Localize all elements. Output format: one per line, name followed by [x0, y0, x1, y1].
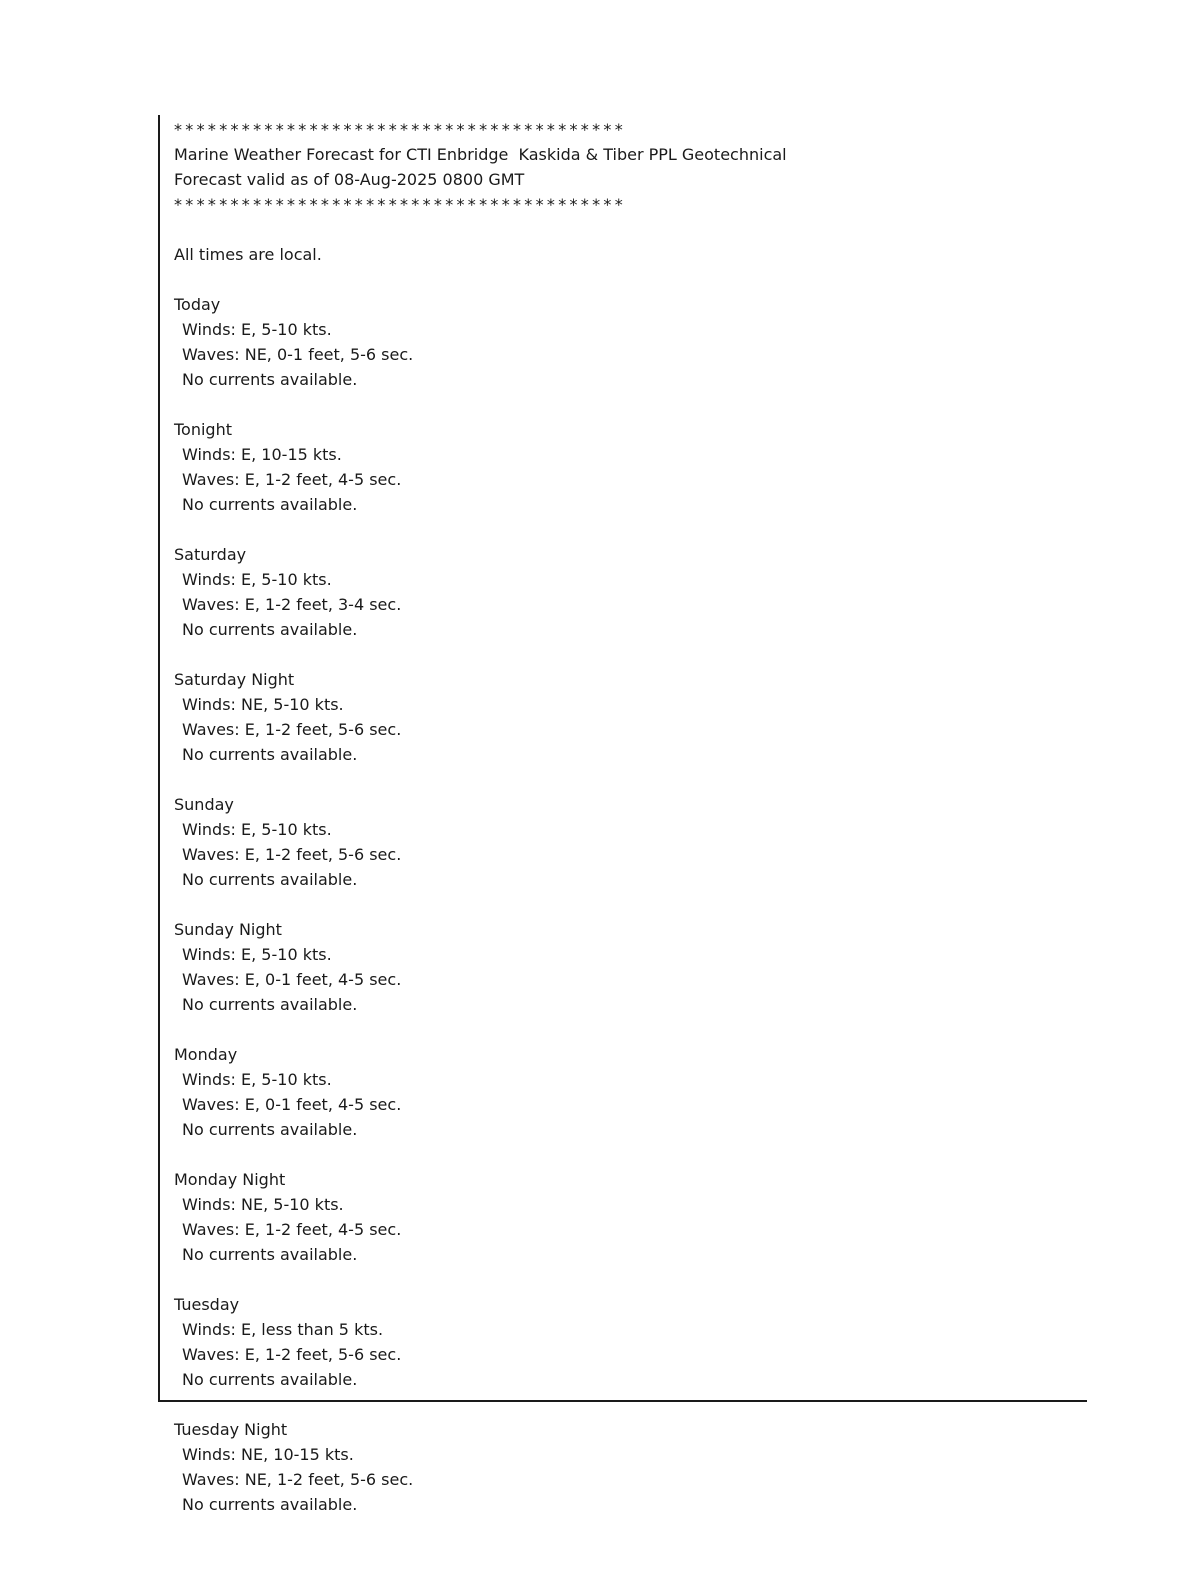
- winds-line: Winds: E, 5-10 kts.: [182, 320, 332, 339]
- winds-line: Winds: E, 5-10 kts.: [182, 820, 332, 839]
- currents-line: No currents available.: [182, 1120, 358, 1139]
- valid-line: Forecast valid as of 08-Aug-2025 0800 GMT: [174, 170, 525, 189]
- forecast-block-tuesday: [174, 1292, 787, 1392]
- forecast-day-heading: Tonight: [174, 420, 232, 439]
- currents-line: No currents available.: [182, 620, 358, 639]
- winds-line: Winds: E, 5-10 kts.: [182, 1070, 332, 1089]
- winds-line: Winds: NE, 10-15 kts.: [182, 1445, 354, 1464]
- forecast-block-monday-night: [174, 1167, 787, 1267]
- forecast-block-monday: [174, 1042, 787, 1142]
- waves-line: Waves: E, 0-1 feet, 4-5 sec.: [182, 970, 402, 989]
- waves-line: Waves: E, 1-2 feet, 4-5 sec.: [182, 470, 402, 489]
- forecast-day-heading: Today: [174, 295, 221, 314]
- waves-line: Waves: E, 1-2 feet, 5-6 sec.: [182, 845, 402, 864]
- waves-line: Waves: E, 1-2 feet, 5-6 sec.: [182, 720, 402, 739]
- waves-line: Waves: E, 0-1 feet, 4-5 sec.: [182, 1095, 402, 1114]
- forecast-block-sunday-night: [174, 917, 787, 1017]
- currents-line: No currents available.: [182, 370, 358, 389]
- forecast-day-heading: Saturday Night: [174, 670, 295, 689]
- waves-line: Waves: NE, 0-1 feet, 5-6 sec.: [182, 345, 414, 364]
- waves-line: Waves: E, 1-2 feet, 3-4 sec.: [182, 595, 402, 614]
- winds-line: Winds: E, 5-10 kts.: [182, 570, 332, 589]
- currents-line: No currents available.: [182, 495, 358, 514]
- forecast-block-tonight: [174, 417, 787, 517]
- currents-line: No currents available.: [182, 1245, 358, 1264]
- forecast-day-heading: Monday: [174, 1045, 238, 1064]
- forecast-block-saturday-night: [174, 667, 787, 767]
- winds-line: Winds: E, 5-10 kts.: [182, 945, 332, 964]
- forecast-day-heading: Monday Night: [174, 1170, 286, 1189]
- winds-line: Winds: E, less than 5 kts.: [182, 1320, 384, 1339]
- forecast-box-left-border: [158, 115, 160, 1402]
- winds-line: Winds: NE, 5-10 kts.: [182, 695, 344, 714]
- forecast-block-saturday: [174, 542, 787, 642]
- forecast-day-heading: Saturday: [174, 545, 247, 564]
- forecast-block-sunday: [174, 792, 787, 892]
- currents-line: No currents available.: [182, 995, 358, 1014]
- winds-line: Winds: E, 10-15 kts.: [182, 445, 342, 464]
- waves-line: Waves: NE, 1-2 feet, 5-6 sec.: [182, 1470, 414, 1489]
- blank-line: [174, 217, 787, 242]
- currents-line: No currents available.: [182, 870, 358, 889]
- forecast-day-heading: Sunday: [174, 795, 234, 814]
- document-title: Marine Weather Forecast for CTI Enbridge Kaskida & Tiber PPL Geotechnical: [174, 145, 787, 164]
- forecast-text: [174, 117, 787, 1517]
- forecast-day-heading: Tuesday Night: [174, 1420, 288, 1439]
- waves-line: Waves: E, 1-2 feet, 4-5 sec.: [182, 1220, 402, 1239]
- currents-line: No currents available.: [182, 1495, 358, 1514]
- forecast-day-heading: Tuesday: [174, 1295, 240, 1314]
- times-note: All times are local.: [174, 245, 322, 264]
- waves-line: Waves: E, 1-2 feet, 5-6 sec.: [182, 1345, 402, 1364]
- forecast-day-heading: Sunday Night: [174, 920, 282, 939]
- separator-line-bottom: ****************************************: [174, 195, 626, 214]
- currents-line: No currents available.: [182, 745, 358, 764]
- forecast-block-today: [174, 292, 787, 392]
- separator-line-top: ****************************************: [174, 120, 626, 139]
- winds-line: Winds: NE, 5-10 kts.: [182, 1195, 344, 1214]
- currents-line: No currents available.: [182, 1370, 358, 1389]
- forecast-block-tuesday-night: [174, 1417, 787, 1517]
